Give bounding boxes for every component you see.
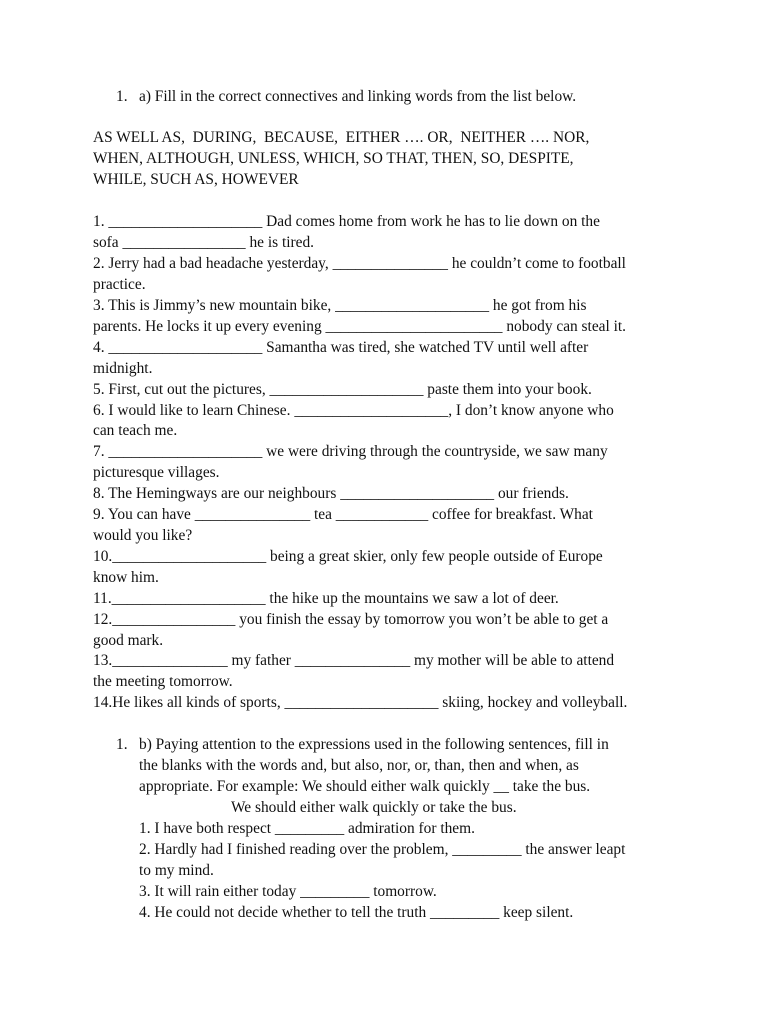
exercise-line: 13._______________ my father _______________ my mother will be able to attend	[93, 652, 615, 669]
exercise-line: to my mind.	[139, 862, 214, 879]
word-list-line: WHEN, ALTHOUGH, UNLESS, WHICH, SO THAT, THEN, SO, DESPITE,	[93, 150, 574, 167]
exercise-line: 2. Hardly had I finished reading over the problem, _________ the answer leapt	[139, 841, 626, 858]
exercise-line: 1. I have both respect _________ admiration for them.	[139, 820, 475, 837]
section-b-instruction: b) Paying attention to the expressions used in the following sentences, fill in	[139, 736, 609, 753]
exercise-line: 8. The Hemingways are our neighbours ____________________ our friends.	[93, 485, 569, 502]
exercise-line: 5. First, cut out the pictures, ____________________ paste them into your book.	[93, 381, 592, 398]
exercise-line: 2. Jerry had a bad headache yesterday, _______________ he couldn’t come to football	[93, 255, 626, 272]
exercise-line: 3. This is Jimmy’s new mountain bike, ____________________ he got from his	[93, 297, 587, 314]
exercise-line: know him.	[93, 569, 159, 586]
section-b-number: 1.	[116, 736, 128, 753]
section-b-instruction: the blanks with the words and, but also, nor, or, than, then and when, as	[139, 757, 579, 774]
exercise-line: picturesque villages.	[93, 464, 220, 481]
exercise-line: 4. He could not decide whether to tell the truth _________ keep silent.	[139, 904, 574, 921]
word-list-line: WHILE, SUCH AS, HOWEVER	[93, 171, 299, 188]
exercise-line: 14.He likes all kinds of sports, ____________________ skiing, hockey and volleyball.	[93, 694, 628, 711]
exercise-line: 10.____________________ being a great skier, only few people outside of Europe	[93, 548, 603, 565]
exercise-line: 3. It will rain either today _________ tomorrow.	[139, 883, 437, 900]
exercise-line: 1. ____________________ Dad comes home from work he has to lie down on the	[93, 213, 600, 230]
section-b-instruction: appropriate. For example: We should either walk quickly __ take the bus.	[139, 778, 591, 795]
exercise-line: 12.________________ you finish the essay by tomorrow you won’t be able to get a	[93, 611, 609, 628]
section-b-example-answer: We should either walk quickly or take the bus.	[231, 799, 517, 816]
section-a-heading: a) Fill in the correct connectives and linking words from the list below.	[139, 88, 577, 105]
exercise-line: the meeting tomorrow.	[93, 673, 233, 690]
exercise-line: can teach me.	[93, 422, 178, 439]
exercise-line: practice.	[93, 276, 146, 293]
exercise-line: would you like?	[93, 527, 193, 544]
word-list-line: AS WELL AS, DURING, BECAUSE, EITHER …. OR, NEITHER …. NOR,	[93, 129, 590, 146]
exercise-line: 6. I would like to learn Chinese. ____________________, I don’t know anyone who	[93, 402, 614, 419]
exercise-line: parents. He locks it up every evening _______________________ nobody can steal it.	[93, 318, 627, 335]
exercise-line: sofa ________________ he is tired.	[93, 234, 314, 251]
exercise-line: 11.____________________ the hike up the mountains we saw a lot of deer.	[93, 590, 559, 607]
exercise-line: 7. ____________________ we were driving through the countryside, we saw many	[93, 443, 608, 460]
exercise-line: 4. ____________________ Samantha was tired, she watched TV until well after	[93, 339, 589, 356]
exercise-line: 9. You can have _______________ tea ____________ coffee for breakfast. What	[93, 506, 593, 523]
exercise-line: good mark.	[93, 632, 164, 649]
exercise-line: midnight.	[93, 360, 153, 377]
section-a-number: 1.	[116, 88, 128, 105]
